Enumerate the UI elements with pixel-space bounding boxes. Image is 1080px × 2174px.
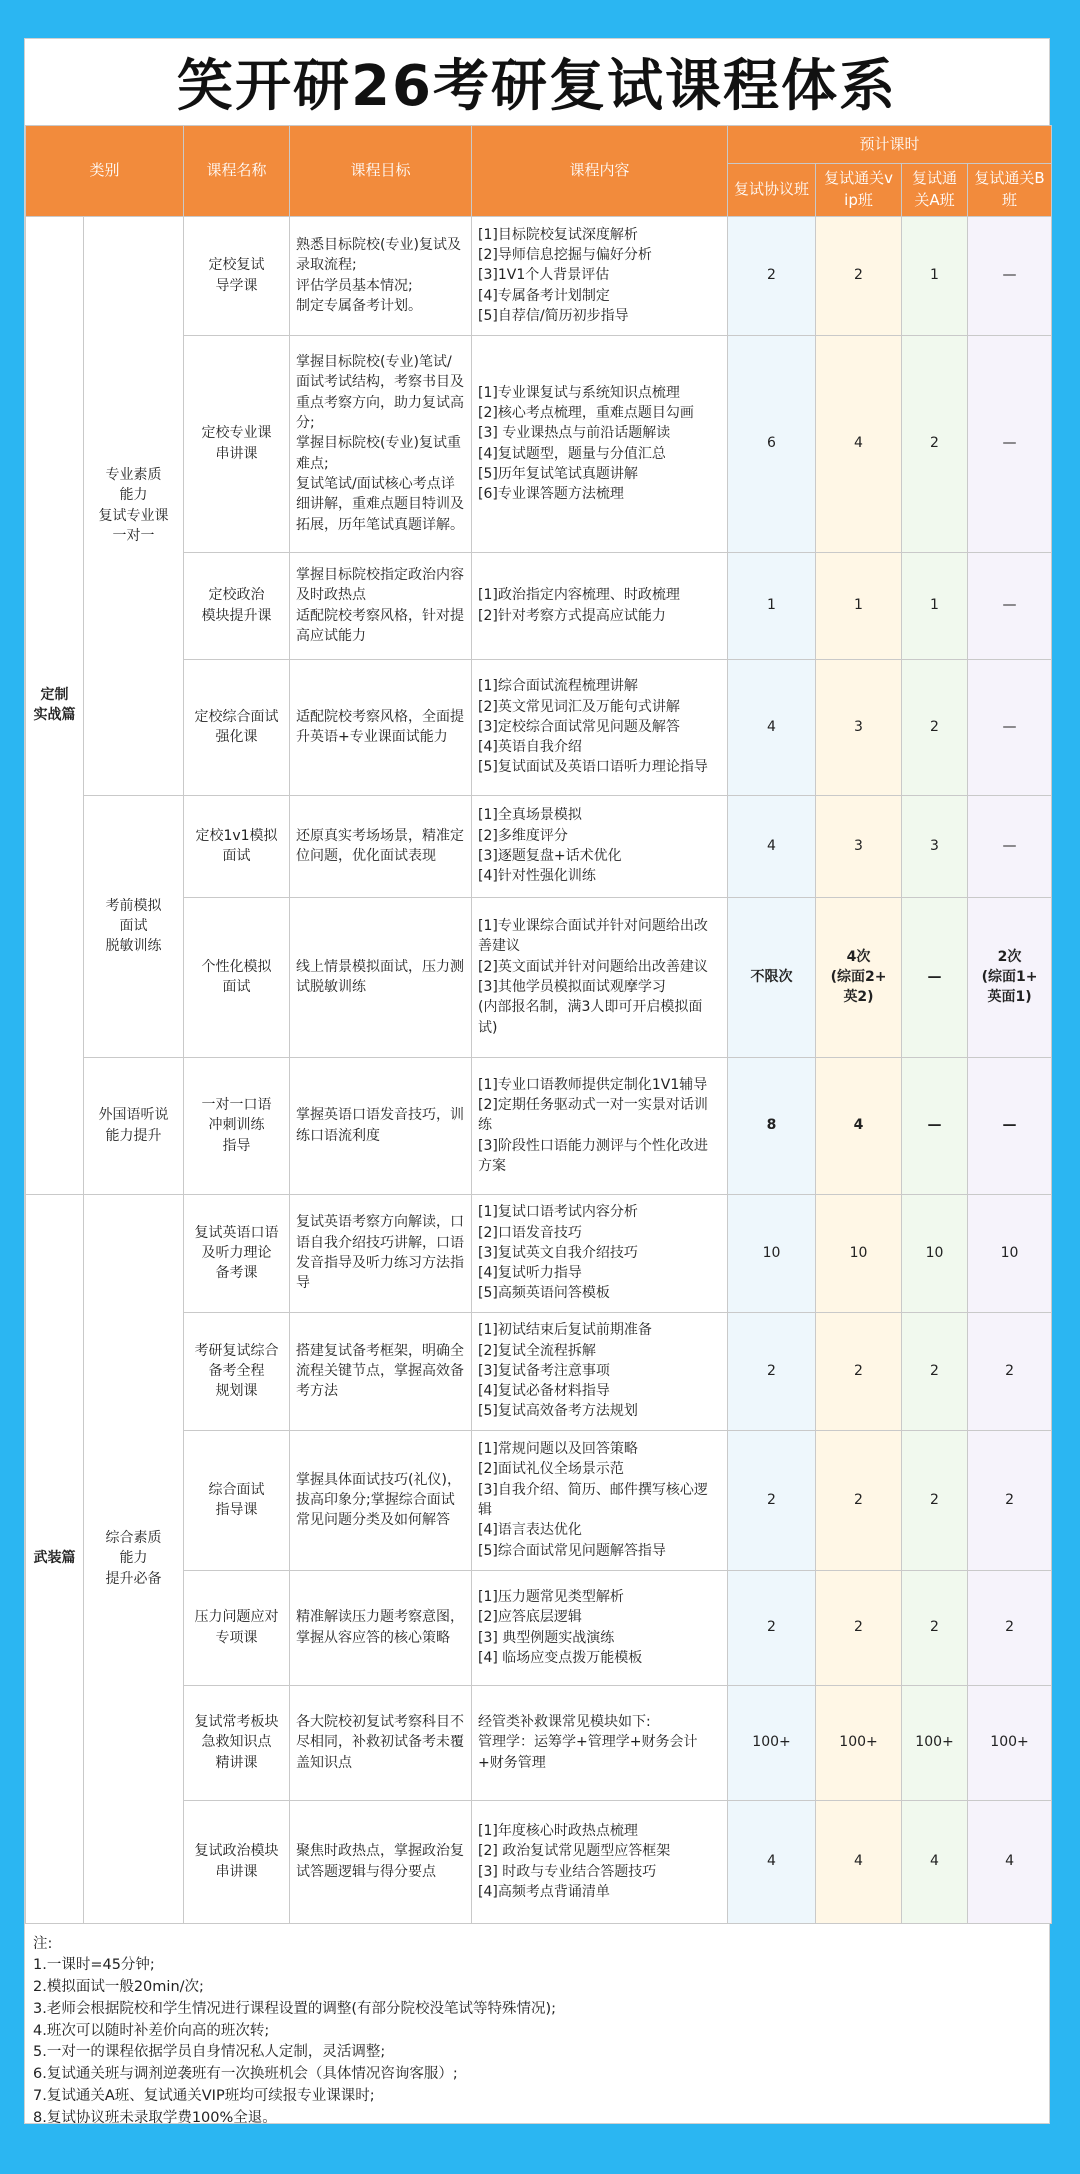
- hours-cell: 2: [968, 1312, 1052, 1430]
- course-content-cell: 经管类补救课常见模块如下: 管理学：运筹学+管理学+财务会计+财务管理: [472, 1685, 728, 1800]
- header-course-name: 课程名称: [184, 126, 290, 217]
- course-goal-cell: 掌握英语口语发音技巧，训练口语流利度: [290, 1057, 472, 1194]
- hours-cell: 2: [968, 1430, 1052, 1570]
- course-name-cell: 一对一口语 冲刺训练 指导: [184, 1057, 290, 1194]
- hours-cell: 10: [902, 1194, 968, 1312]
- course-name-cell: 考研复试综合 备考全程 规划课: [184, 1312, 290, 1430]
- course-goal-cell: 复试英语考察方向解读，口语自我介绍技巧讲解，口语发音指导及听力练习方法指导: [290, 1194, 472, 1312]
- hours-cell: 2: [816, 216, 902, 335]
- course-content-cell: [1]专业课复试与系统知识点梳理 [2]核心考点梳理，重难点题目勾画 [3] 专业课热点与前沿话题解读 [4]复试题型，题量与分值汇总 [5]历年复试笔试真题讲解 [6]专业课答题方法梳理: [472, 335, 728, 552]
- course-content-cell: [1]专业课综合面试并针对问题给出改善建议 [2]英文面试并针对问题给出改善建议 [3]其他学员模拟面试观摩学习 (内部报名制，满3人即可开启模拟面试): [472, 897, 728, 1057]
- hours-cell: 6: [728, 335, 816, 552]
- hours-cell: 2: [902, 659, 968, 795]
- course-content-cell: [1]常规问题以及回答策略 [2]面试礼仪全场景示范 [3]自我介绍、简历、邮件撰写核心逻辑 [4]语言表达优化 [5]综合面试常见问题解答指导: [472, 1430, 728, 1570]
- note-item: 4.班次可以随时补差价向高的班次转;: [33, 2022, 270, 2039]
- course-content-cell: [1]全真场景模拟 [2]多维度评分 [3]逐题复盘+话术优化 [4]针对性强化训练: [472, 795, 728, 897]
- hours-cell: 4: [816, 335, 902, 552]
- course-content-cell: [1]综合面试流程梳理讲解 [2]英文常见词汇及万能句式讲解 [3]定校综合面试常见问题及解答 [4]英语自我介绍 [5]复试面试及英语口语听力理论指导: [472, 659, 728, 795]
- hours-cell: 2: [902, 1430, 968, 1570]
- header-hour-col: 复试通关B班: [968, 164, 1052, 217]
- hours-cell: —: [968, 552, 1052, 659]
- course-content-cell: [1]政治指定内容梳理、时政梳理 [2]针对考察方式提高应试能力: [472, 552, 728, 659]
- hours-cell: 3: [816, 795, 902, 897]
- course-name-cell: 定校1v1模拟 面试: [184, 795, 290, 897]
- header-content: 课程内容: [472, 126, 728, 217]
- category-cell: 定制 实战篇: [26, 216, 84, 1194]
- notes-block: [25, 1924, 1049, 2140]
- course-goal-cell: 掌握目标院校指定政治内容及时政热点 适配院校考察风格，针对提高应试能力: [290, 552, 472, 659]
- hours-cell: —: [968, 795, 1052, 897]
- course-content-cell: [1]年度核心时政热点梳理 [2] 政治复试常见题型应答框架 [3] 时政与专业结合答题技巧 [4]高频考点背诵清单: [472, 1800, 728, 1923]
- note-item: 2.模拟面试一般20min/次;: [33, 1979, 204, 1995]
- category-cell: 武装篇: [26, 1194, 84, 1923]
- table-row: [26, 216, 1052, 335]
- course-goal-cell: 掌握目标院校(专业)笔试/面试考试结构，考察书目及重点考察方向，助力复试高分; 掌握目标院校(专业)复试重难点; 复试笔试/面试核心考点详细讲解，重难点题目特训及拓展，历年笔试真题详解。: [290, 335, 472, 552]
- page-title: 笑开研26考研复试课程体系: [177, 54, 897, 119]
- hours-cell: 4: [968, 1800, 1052, 1923]
- hours-cell: 4: [816, 1800, 902, 1923]
- hours-cell: 2: [728, 1312, 816, 1430]
- hours-cell: 2次 (综面1+ 英面1): [968, 897, 1052, 1057]
- hours-cell: 3: [816, 659, 902, 795]
- hours-cell: 2: [728, 1570, 816, 1685]
- hours-cell: 1: [816, 552, 902, 659]
- course-name-cell: 定校复试 导学课: [184, 216, 290, 335]
- hours-cell: —: [902, 1057, 968, 1194]
- hours-cell: 4: [816, 1057, 902, 1194]
- course-goal-cell: 聚焦时政热点，掌握政治复试答题逻辑与得分要点: [290, 1800, 472, 1923]
- hours-cell: 100+: [902, 1685, 968, 1800]
- note-item: 5.一对一的课程依据学员自身情况私人定制，灵活调整;: [33, 2044, 386, 2061]
- hours-cell: 4: [902, 1800, 968, 1923]
- course-goal-cell: 精准解读压力题考察意图，掌握从容应答的核心策略: [290, 1570, 472, 1685]
- course-goal-cell: 掌握具体面试技巧(礼仪)，拔高印象分;掌握综合面试常见问题分类及如何解答: [290, 1430, 472, 1570]
- note-item: 1.一课时=45分钟;: [33, 1957, 155, 1974]
- course-name-cell: 复试常考板块 急救知识点 精讲课: [184, 1685, 290, 1800]
- hours-cell: 2: [902, 1570, 968, 1685]
- hours-cell: 4: [728, 1800, 816, 1923]
- hours-cell: 3: [902, 795, 968, 897]
- hours-cell: 2: [968, 1570, 1052, 1685]
- header-hour-col: 复试通关vip班: [816, 164, 902, 217]
- course-name-cell: 综合面试 指导课: [184, 1430, 290, 1570]
- course-table: [25, 125, 1052, 1924]
- hours-cell: 4次 (综面2+ 英2): [816, 897, 902, 1057]
- course-content-cell: [1]专业口语教师提供定制化1V1辅导 [2]定期任务驱动式一对一实景对话训练 [3]阶段性口语能力测评与个性化改进方案: [472, 1057, 728, 1194]
- table-row: [26, 1194, 1052, 1312]
- note-item: 6.复试通关班与调剂逆袭班有一次换班机会（具体情况咨询客服）;: [33, 2066, 458, 2082]
- hours-cell: 2: [728, 216, 816, 335]
- course-name-cell: 个性化模拟 面试: [184, 897, 290, 1057]
- header-hour-col: 复试协议班: [728, 164, 816, 217]
- hours-cell: —: [968, 659, 1052, 795]
- course-name-cell: 定校政治 模块提升课: [184, 552, 290, 659]
- course-name-cell: 压力问题应对 专项课: [184, 1570, 290, 1685]
- header-hour-col: 复试通关A班: [902, 164, 968, 217]
- hours-cell: 2: [816, 1570, 902, 1685]
- subcategory-cell: 综合素质 能力 提升必备: [84, 1194, 184, 1923]
- hours-cell: 2: [728, 1430, 816, 1570]
- hours-cell: 4: [728, 795, 816, 897]
- course-content-cell: [1]目标院校复试深度解析 [2]导师信息挖掘与偏好分析 [3]1V1个人背景评估 [4]专属备考计划制定 [5]自荐信/简历初步指导: [472, 216, 728, 335]
- hours-cell: 8: [728, 1057, 816, 1194]
- hours-cell: 100+: [816, 1685, 902, 1800]
- note-item: 3.老师会根据院校和学生情况进行课程设置的调整(有部分院校没笔试等特殊情况);: [33, 2000, 557, 2017]
- course-name-cell: 定校综合面试 强化课: [184, 659, 290, 795]
- course-goal-cell: 适配院校考察风格，全面提升英语+专业课面试能力: [290, 659, 472, 795]
- header-hours-group: 预计课时: [728, 126, 1052, 164]
- course-name-cell: 复试政治模块 串讲课: [184, 1800, 290, 1923]
- note-item: 7.复试通关A班、复试通关VIP班均可续报专业课课时;: [33, 2087, 375, 2104]
- course-goal-cell: 各大院校初复试考察科目不尽相同，补救初试备考未覆盖知识点: [290, 1685, 472, 1800]
- hours-cell: 1: [902, 216, 968, 335]
- hours-cell: 100+: [728, 1685, 816, 1800]
- course-goal-cell: 搭建复试备考框架，明确全流程关键节点，掌握高效备考方法: [290, 1312, 472, 1430]
- header-category: 类别: [26, 126, 184, 217]
- table-body: [26, 216, 1052, 1923]
- hours-cell: 2: [902, 335, 968, 552]
- table-header: [26, 126, 1052, 217]
- hours-cell: 2: [816, 1312, 902, 1430]
- note-item: 8.复试协议班未录取学费100%全退。: [33, 2109, 277, 2126]
- subcategory-cell: 外国语听说 能力提升: [84, 1057, 184, 1194]
- course-goal-cell: 线上情景模拟面试，压力测试脱敏训练: [290, 897, 472, 1057]
- hours-cell: —: [968, 216, 1052, 335]
- hours-cell: 2: [902, 1312, 968, 1430]
- course-name-cell: 复试英语口语 及听力理论 备考课: [184, 1194, 290, 1312]
- hours-cell: 2: [816, 1430, 902, 1570]
- course-content-cell: [1]压力题常见类型解析 [2]应答底层逻辑 [3] 典型例题实战演练 [4] 临场应变点拨万能模板: [472, 1570, 728, 1685]
- course-content-cell: [1]复试口语考试内容分析 [2]口语发音技巧 [3]复试英文自我介绍技巧 [4]复试听力指导 [5]高频英语问答模板: [472, 1194, 728, 1312]
- subcategory-cell: 考前模拟 面试 脱敏训练: [84, 795, 184, 1057]
- hours-cell: 10: [728, 1194, 816, 1312]
- hours-cell: —: [968, 335, 1052, 552]
- table-row: [26, 795, 1052, 897]
- header-goal: 课程目标: [290, 126, 472, 217]
- table-row: [26, 1057, 1052, 1194]
- hours-cell: 1: [902, 552, 968, 659]
- hours-cell: 100+: [968, 1685, 1052, 1800]
- course-sheet: [24, 38, 1050, 2124]
- hours-cell: 1: [728, 552, 816, 659]
- course-goal-cell: 还原真实考场场景，精准定位问题，优化面试表现: [290, 795, 472, 897]
- hours-cell: —: [902, 897, 968, 1057]
- course-goal-cell: 熟悉目标院校(专业)复试及录取流程; 评估学员基本情况; 制定专属备考计划。: [290, 216, 472, 335]
- notes-heading: 注:: [33, 1935, 53, 1952]
- hours-cell: 10: [968, 1194, 1052, 1312]
- hours-cell: 不限次: [728, 897, 816, 1057]
- hours-cell: —: [968, 1057, 1052, 1194]
- course-name-cell: 定校专业课 串讲课: [184, 335, 290, 552]
- hours-cell: 4: [728, 659, 816, 795]
- subcategory-cell: 专业素质 能力 复试专业课 一对一: [84, 216, 184, 795]
- hours-cell: 10: [816, 1194, 902, 1312]
- course-content-cell: [1]初试结束后复试前期准备 [2]复试全流程拆解 [3]复试备考注意事项 [4]复试必备材料指导 [5]复试高效备考方法规划: [472, 1312, 728, 1430]
